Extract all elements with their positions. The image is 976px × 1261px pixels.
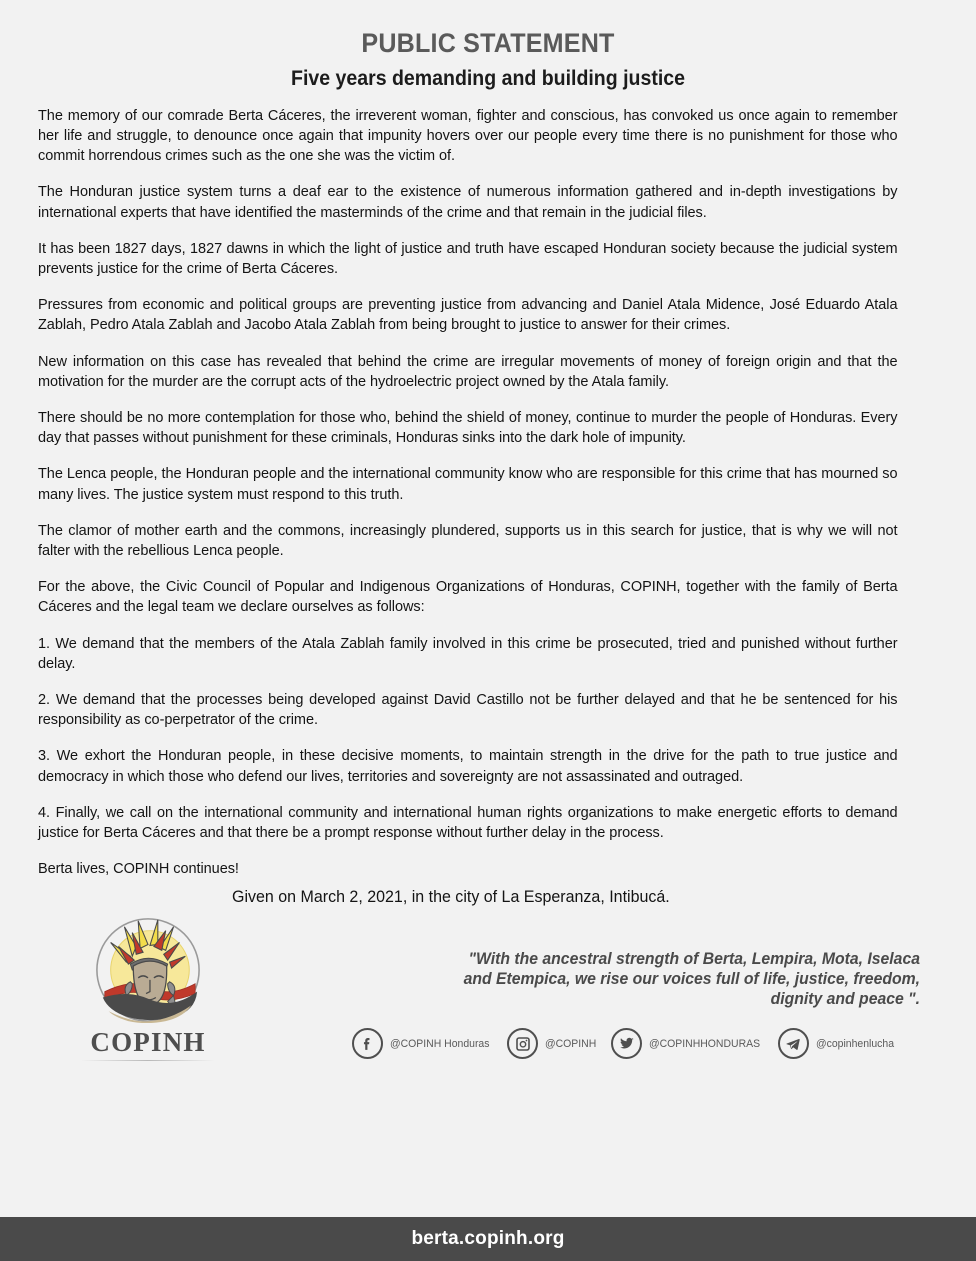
copinh-logo <box>68 913 228 1058</box>
social-item-twitter[interactable] <box>611 1028 766 1059</box>
telegram-icon[interactable] <box>778 1028 809 1059</box>
paragraph: Pressures from economic and political groups are preventing justice from advancing and Daniel Atala Midence, José Eduardo Atala Zablah, Pedro Atala Zablah and Jacobo Atala Zablah from being brought to justice to answer for their crimes. <box>38 296 898 334</box>
paragraph: It has been 1827 days, 1827 dawns in which the light of justice and truth have escaped Honduran society because the judicial system prevents justice for the crime of Berta Cáceres. <box>38 239 898 277</box>
social-handle: @COPINH Honduras <box>390 1037 490 1050</box>
given-on-line: Given on March 2, 2021, in the city of La Esperanza, Intibucá. <box>232 888 670 907</box>
footer-block <box>38 911 938 1063</box>
social-links <box>352 1028 898 1059</box>
ancestral-quote <box>341 949 921 1009</box>
closing-slogan: Berta lives, COPINH continues! <box>38 860 239 878</box>
quote-line: "With the ancestral strength of Berta, Lempira, Mota, Iselaca <box>468 949 920 969</box>
paragraph: The Honduran justice system turns a deaf ear to the existence of numerous information gathered and in-depth investigations by international experts that have identified the masterminds of the crime and that remain in the judicial files. <box>38 183 898 221</box>
body-paragraphs <box>38 106 938 618</box>
paragraph: For the above, the Civic Council of Popular and Indigenous Organizations of Honduras, COPINH, together with the family of Berta Cáceres and the legal team we declare ourselves as follows: <box>38 578 898 616</box>
social-handle: @COPINHHONDURAS <box>648 1037 761 1050</box>
social-handle: @COPINH <box>545 1037 597 1050</box>
instagram-icon[interactable] <box>507 1028 538 1059</box>
quote-line: and Etempica, we rise our voices full of life, justice, freedom, <box>463 969 920 989</box>
paragraph: There should be no more contemplation for those who, behind the shield of money, continue to murder the people of Honduras. Every day that passes without punishment for these criminals, Honduras sinks into the dark hole of impunity. <box>38 409 898 447</box>
demand-item: 4. Finally, we call on the international community and international human rights organizations to make energetic efforts to demand justice for Berta Cáceres and that there be a prompt response without further delay in the process. <box>38 803 898 842</box>
paragraph: New information on this case has revealed that behind the crime are irregular movements of money of foreign origin and that the motivation for the murder are the corrupt acts of the hydroelectric project owned by the Atala family. <box>38 352 898 390</box>
twitter-icon[interactable] <box>611 1028 642 1059</box>
quote-line: dignity and peace ". <box>770 989 920 1009</box>
demand-item: 1. We demand that the members of the Atala Zablah family involved in this crime be prosecuted, tried and punished without further delay. <box>38 634 898 672</box>
footer-url[interactable]: berta.copinh.org <box>411 1228 565 1249</box>
paragraph: The clamor of mother earth and the commons, increasingly plundered, supports us in this search for justice, that is why we will not falter with the rebellious Lenca people. <box>38 521 898 560</box>
paragraph: The memory of our comrade Berta Cáceres, the irreverent woman, fighter and conscious, has convoked us once again to remember her life and struggle, to denounce once again that impunity hovers over our people every time there is no punishment for those who commit horrendous crimes such as the one she was the victim of. <box>38 106 898 165</box>
copinh-wordmark: COPINH <box>90 1027 206 1058</box>
page-subtitle: Five years demanding and building justice <box>291 66 685 90</box>
demand-item: 2. We demand that the processes being developed against David Castillo not be further delayed and that he be sentenced for his responsibility as co-perpetrator of the crime. <box>38 691 898 729</box>
logo-divider <box>81 1060 215 1061</box>
facebook-icon[interactable] <box>352 1028 383 1059</box>
social-item-instagram[interactable] <box>507 1028 599 1059</box>
social-item-facebook[interactable] <box>352 1028 495 1059</box>
copinh-emblem-icon <box>89 913 207 1026</box>
site-footer-bar <box>0 1217 976 1261</box>
demand-item: 3. We exhort the Honduran people, in these decisive moments, to maintain strength in the drive for the path to true justice and democracy in which those who defend our lives, territories and sovereignty are not assassinated and outraged. <box>38 747 898 785</box>
social-item-telegram[interactable] <box>778 1028 898 1059</box>
page-title: PUBLIC STATEMENT <box>361 28 615 58</box>
demands-list <box>38 634 938 844</box>
paragraph: The Lenca people, the Honduran people and the international community know who are responsible for this crime that has mourned so many lives. The justice system must respond to this truth. <box>38 465 898 503</box>
social-handle: @copinhenlucha <box>815 1037 894 1050</box>
